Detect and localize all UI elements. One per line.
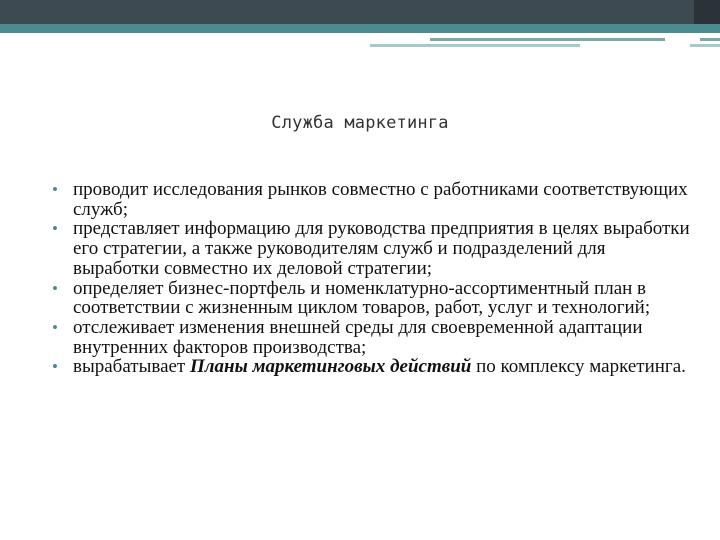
list-item-text: определяет бизнес-портфель и номенклатурно-ассортиментный план в соответствии с жизненным циклом товаров, работ, услуг и технологий; [73, 277, 651, 319]
list-item-text: проводит исследования рынков совместно с работниками соответствующих служб; [73, 179, 688, 220]
list-item-prefix: вырабатывает [73, 356, 190, 378]
list-item [52, 219, 692, 278]
accent-stripe [0, 24, 720, 33]
list-item-text: отслеживает изменения внешней среды для своевременной адаптации внутренних факторов производства; [73, 316, 643, 358]
bullet-icon: • [52, 180, 58, 199]
slide-title: Служба маркетинга [271, 113, 449, 133]
bullet-list [52, 180, 692, 377]
header-corner-block [694, 0, 720, 24]
decorative-line [430, 38, 665, 41]
bullet-icon: • [52, 278, 58, 298]
decorative-line [700, 38, 720, 41]
bullet-icon: • [52, 219, 58, 239]
list-item [52, 318, 692, 357]
list-item-suffix: по комплексу маркетинга. [471, 356, 686, 378]
list-item-text: представляет информацию для руководства предприятия в целях выработки его стратегии, а также руководителям служб и подразделений для выработки совместно их деловой стратегии; [73, 218, 690, 279]
bullet-icon: • [52, 317, 58, 337]
decorative-line [370, 44, 580, 47]
list-item [52, 279, 692, 318]
decorative-line [690, 44, 720, 47]
bullet-icon: • [52, 357, 58, 377]
list-item [52, 180, 692, 219]
header-bar [0, 0, 720, 24]
emphasis-text: Планы маркетинговых действий [190, 356, 472, 378]
list-item [52, 357, 692, 377]
